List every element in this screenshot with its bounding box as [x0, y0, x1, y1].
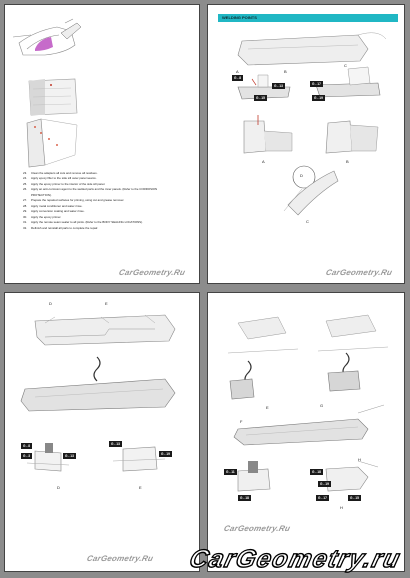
- weld-tag: G - 15: [350, 496, 359, 500]
- section-c-sketch: [284, 166, 338, 215]
- callout-letter: F: [240, 419, 243, 424]
- weld-tag: G - 8: [234, 76, 242, 80]
- callout-letter: D: [300, 173, 303, 178]
- manual-page-2: [207, 4, 405, 284]
- manual-page-4: [207, 292, 405, 572]
- weld-tag: G - 18: [312, 470, 321, 474]
- weld-tag: G - 3: [23, 454, 31, 458]
- sketch-lower: [27, 119, 77, 167]
- figure-caption: D: [57, 485, 60, 490]
- weld-tag: G - 19: [161, 452, 170, 456]
- page1-illustrations: [5, 5, 200, 284]
- page-watermark: CarGeometry.Ru: [117, 268, 187, 277]
- full-sill: [234, 405, 384, 445]
- figure-caption: C: [306, 219, 309, 224]
- detail-g-sketch: [238, 461, 270, 491]
- sill-overview: [238, 33, 386, 65]
- page2-illustrations: [208, 5, 405, 284]
- figure-caption: E: [139, 485, 142, 490]
- step-item: 31. Apply the remote seam sealer to all joints. (Refer to the BODY SEALING LOCATIONS).: [23, 220, 143, 225]
- pillar-sketches: [228, 315, 388, 353]
- page-watermark: CarGeometry.Ru: [324, 268, 394, 277]
- weld-tag: G - 15: [256, 96, 265, 100]
- callout-letter: A: [236, 69, 239, 74]
- section-b-sketch: [326, 121, 378, 153]
- manual-page-1: [4, 4, 200, 284]
- step-item: 27. Prepare the repaired surfaces for priming, using cut and grease remover.: [23, 198, 125, 203]
- weld-tag: G - 17: [312, 82, 321, 86]
- weld-tag: G - 13: [111, 442, 120, 446]
- weld-tag: G - 13: [274, 84, 283, 88]
- sill-top-view: [35, 315, 175, 345]
- section-header: WELDING POINTS: [218, 14, 398, 22]
- step-item: PROTECTION).: [31, 192, 52, 197]
- detail-right: [316, 67, 380, 97]
- page-watermark: CarGeometry.Ru: [222, 524, 292, 533]
- page-watermark: CarGeometry.Ru: [85, 554, 155, 563]
- callout-letter: G: [320, 403, 324, 408]
- step-item: 25. Apply the epoxy primer to the interior of the side sill panel.: [23, 181, 106, 186]
- sill-panel-extracted: [21, 379, 175, 411]
- detail-e-sketch: [113, 447, 165, 471]
- detail-h-sketch: [326, 461, 378, 491]
- step-item: 23. Clean the adapters all cuts and remove all residues.: [23, 171, 98, 175]
- site-watermark: CarGeometry.ru: [186, 545, 404, 573]
- tool-sketch: [61, 23, 81, 39]
- highlighted-area: [35, 37, 53, 51]
- pillar-parts: [230, 371, 360, 399]
- step-item: 28. Apply metal conditioner and water rinse.: [23, 203, 83, 208]
- manual-page-3: [4, 292, 200, 572]
- sketch-middle: [29, 79, 77, 115]
- weld-tag: G - 8: [23, 444, 31, 448]
- step-item: 32. Refinish and reinstall all parts to complete the repair.: [23, 225, 99, 230]
- weld-tag: G - 18: [240, 496, 249, 500]
- step-item: 30. Apply the epoxy primer.: [23, 214, 62, 219]
- weld-tag: G - 17: [318, 496, 327, 500]
- repair-steps-list: [23, 171, 199, 231]
- step-item: 24. Apply epoxy filler to the side sill outer panel seams.: [23, 176, 97, 181]
- callout-letter: E: [105, 301, 108, 306]
- transition-arrow: [94, 357, 100, 381]
- callout-letter: E: [266, 405, 269, 410]
- weld-tag: G - 19: [314, 96, 323, 100]
- section-a-sketch: [244, 115, 292, 153]
- step-item: 29. Apply conversion coating and water rinse.: [23, 209, 85, 214]
- figure-caption: A: [262, 159, 265, 164]
- step-item: 26. Apply an anti-corrosion agent to the welded parts and the inner panels. (Refer to the CORROSION: [23, 187, 158, 192]
- weld-tag: G - 11: [226, 470, 235, 474]
- weld-tag: G - 19: [320, 482, 329, 486]
- callout-letter: B: [284, 69, 287, 74]
- figure-caption: H: [340, 505, 343, 510]
- figure-caption: B: [346, 159, 349, 164]
- callout-letter: H: [358, 457, 361, 462]
- callout-letter: C: [344, 63, 347, 68]
- weld-tag: G - 13: [65, 454, 74, 458]
- page3-illustrations: [5, 293, 200, 572]
- callout-letter: D: [49, 301, 52, 306]
